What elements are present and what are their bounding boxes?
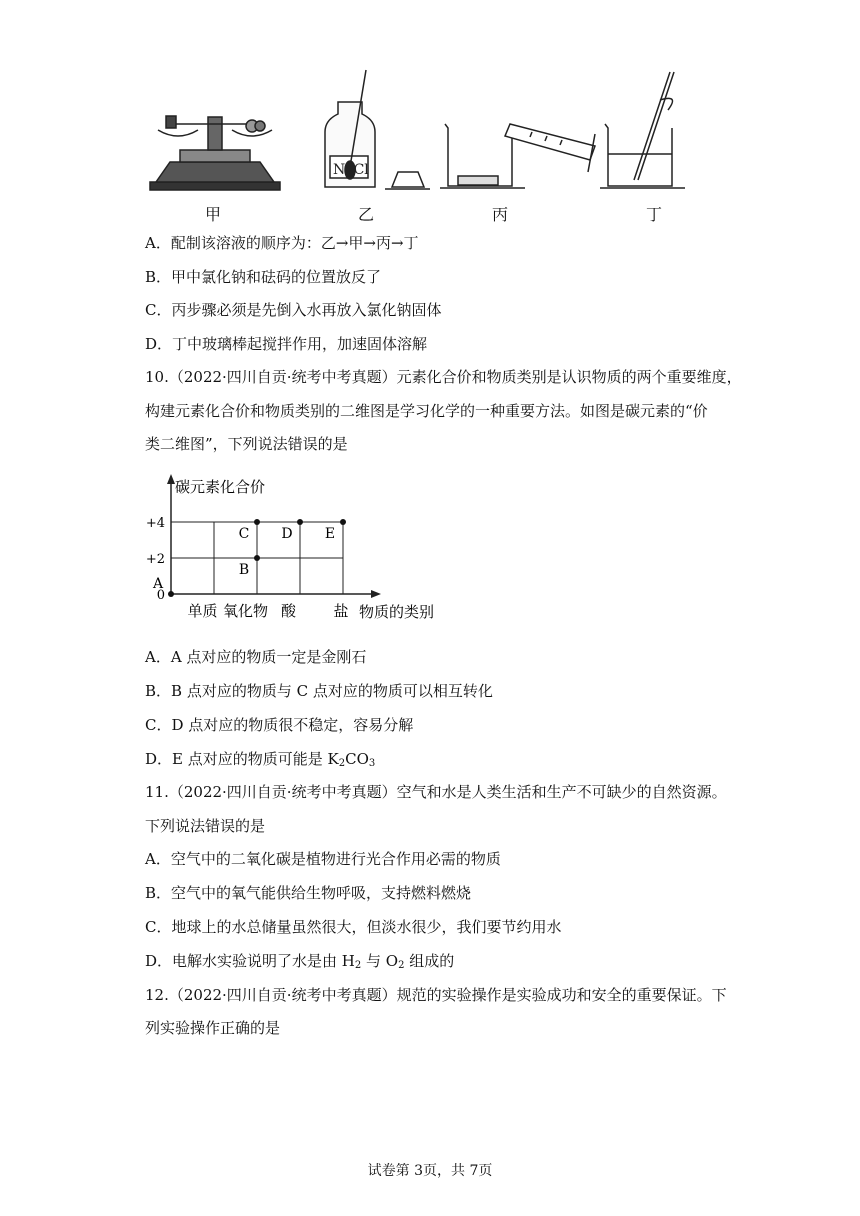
data-point: [254, 519, 260, 525]
carbon-valence-chart: [145, 472, 465, 622]
q10-stem-line2: 构建元素化合价和物质类别的二维图是学习化学的一种重要方法。如图是碳元素的“价: [145, 402, 708, 420]
data-point: [297, 519, 303, 525]
beaker-cylinder-icon: [440, 124, 595, 188]
lab-apparatus-figure: [140, 62, 700, 222]
data-point-label: A: [152, 576, 164, 592]
q10-option-d-sub1: 2: [338, 758, 346, 769]
balance-icon: [150, 116, 280, 190]
q10-option-c: C．D 点对应的物质很不稳定，容易分解: [145, 716, 414, 734]
x-category-label: 酸: [280, 602, 297, 620]
q11-option-b: B．空气中的氧气能供给生物呼吸，支持燃料燃烧: [145, 884, 472, 902]
q10-option-d-prefix: D．E 点对应的物质可能是 K: [145, 750, 339, 768]
fig-label-yi: 乙: [358, 205, 375, 224]
y-axis-label: 碳元素化合价: [175, 478, 266, 496]
y-tick-label: +4: [145, 516, 165, 531]
q10-option-b: B．B 点对应的物质与 C 点对应的物质可以相互转化: [145, 682, 493, 700]
data-point-label: D: [281, 526, 293, 542]
q9-option-c: C．丙步骤必须是先倒入水再放入氯化钠固体: [145, 301, 442, 319]
q10-option-d-mid: CO: [345, 750, 369, 768]
x-category-label: 单质: [187, 602, 218, 620]
q11-option-d-sub1: 2: [354, 960, 362, 971]
y-tick-label: +2: [145, 552, 165, 567]
y-tick-label: 0: [156, 588, 165, 603]
q9-option-b: B．甲中氯化钠和砝码的位置放反了: [145, 268, 382, 286]
data-point: [168, 591, 174, 597]
q11-option-a: A．空气中的二氧化碳是植物进行光合作用必需的物质: [145, 850, 501, 868]
nacl-label: NaCl: [333, 162, 369, 178]
data-point-label: C: [238, 526, 250, 542]
q10-stem-line3: 类二维图”，下列说法错误的是: [145, 435, 348, 453]
fig-label-bing: 丙: [492, 205, 509, 224]
q10-option-a: A．A 点对应的物质一定是金刚石: [145, 648, 367, 666]
data-point-label: E: [324, 526, 336, 542]
q11-option-d-mid: 与 O: [361, 952, 399, 970]
q11-stem-line1: 11.（2022·四川自贡·统考中考真题）空气和水是人类生活和生产不可缺少的自然资源。: [145, 783, 727, 801]
q11-option-d-suffix: 组成的: [404, 952, 455, 970]
q11-option-d-prefix: D．电解水实验说明了水是由 H: [145, 952, 355, 970]
x-category-label: 盐: [333, 602, 349, 620]
beaker-stirring-icon: [600, 72, 685, 188]
x-axis-arrow: [371, 590, 381, 598]
q11-option-d: [145, 950, 454, 977]
x-axis-label: 物质的类别: [359, 603, 435, 621]
q10-option-d: [145, 748, 375, 775]
q11-option-c: C．地球上的水总储量虽然很大，但淡水很少，我们要节约用水: [145, 918, 562, 936]
data-point: [340, 519, 346, 525]
q12-stem-line2: 列实验操作正确的是: [145, 1019, 281, 1037]
x-category-label: 氧化物: [222, 602, 269, 620]
data-point: [254, 555, 260, 561]
q11-stem-line2: 下列说法错误的是: [145, 817, 266, 835]
fig-label-jia: 甲: [205, 205, 222, 224]
q10-option-d-sub2: 3: [368, 758, 376, 769]
q11-option-d-sub2: 2: [398, 960, 405, 971]
fig-label-ding: 丁: [646, 205, 663, 224]
data-point-label: B: [238, 562, 250, 578]
q9-option-d: D．丁中玻璃棒起搅拌作用，加速固体溶解: [145, 335, 428, 353]
page-footer: 试卷第 3页，共 7页: [367, 1163, 493, 1179]
q12-stem-line1: 12.（2022·四川自贡·统考中考真题）规范的实验操作是实验成功和安全的重要保证。下: [145, 986, 727, 1004]
q9-option-a: A．配制该溶液的顺序为：乙→甲→丙→丁: [145, 234, 419, 252]
y-axis-arrow: [167, 474, 175, 484]
q10-stem-line1: 10.（2022·四川自贡·统考中考真题）元素化合价和物质类别是认识物质的两个重要维度，: [145, 368, 742, 386]
